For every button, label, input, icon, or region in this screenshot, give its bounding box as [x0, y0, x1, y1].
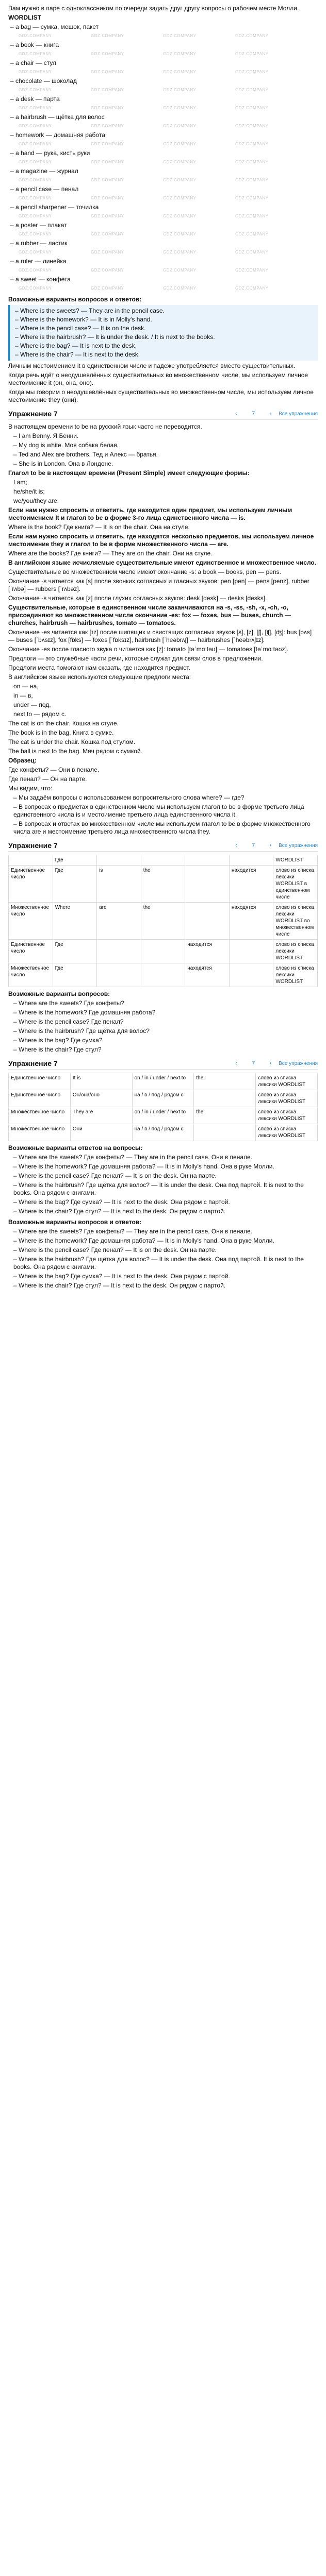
wordlist-item: – chocolate — шоколад [10, 77, 77, 84]
watermark: GDZ.COMPANY [163, 286, 197, 291]
wordlist-item: – homework — домашняя работа [10, 131, 105, 139]
answer-item: – Where is the chair? Где стул? — It is next to the desk. Он рядом с партой. [13, 1282, 226, 1289]
qa-line: – Where is the chair? — It is next to the desk. [15, 351, 140, 358]
tobe-forms [8, 479, 318, 505]
answers-title-2: Возможные варианты вопросов и ответов: [8, 1218, 142, 1226]
answer-item: – Where is the pencil case? Где пенал? — It is on the desk. Он на парте. [13, 1246, 217, 1253]
all-exercises-link[interactable]: Все упражнения [279, 411, 318, 417]
question-item: – Where are the sweets? Где конфеты? [13, 999, 125, 1007]
variants-title: Возможные варианты вопросов и ответов: [8, 296, 142, 303]
header-cell [229, 855, 273, 866]
table-cell [141, 940, 185, 963]
header-cell [97, 855, 141, 866]
table-cell: Множественное число [9, 903, 53, 940]
watermark: GDZ.COMPANY [163, 232, 197, 236]
answer-item: – Where are the sweets? Где конфеты? — They are in the pencil case. Они в пенале. [13, 1154, 253, 1161]
table-cell: Множественное число [9, 1124, 71, 1141]
watermark: GDZ.COMPANY [91, 88, 124, 92]
watermark: GDZ.COMPANY [19, 70, 52, 74]
watermark: GDZ.COMPANY [19, 142, 52, 146]
question-item: – Where is the bag? Где сумка? [13, 1037, 103, 1044]
o-pron: Окончание -es после гласного звука o читается как [z]: tomato [təˈmɑːtəʊ] — tomatoes [təˈmɑːtəʊz]. [8, 646, 289, 653]
example-item: – She is in London. Она в Лондоне. [13, 460, 113, 467]
table-cell: Единственное число [9, 940, 53, 963]
watermark: GDZ.COMPANY [163, 250, 197, 255]
qa-line: – Where is the bag? — It is next to the desk. [15, 342, 137, 349]
questions-table [8, 855, 318, 987]
watermark: GDZ.COMPANY [19, 232, 52, 236]
answers-list [8, 1154, 318, 1215]
table-row [9, 963, 318, 987]
word-list [8, 23, 318, 293]
watermark: GDZ.COMPANY [163, 214, 197, 218]
watermark: GDZ.COMPANY [91, 33, 124, 38]
prev-arrow-icon[interactable]: ‹ [235, 1060, 237, 1066]
next-arrow-icon[interactable]: › [269, 1060, 272, 1066]
wordlist-item: – a desk — парта [10, 95, 60, 103]
prep-item: on — на, [13, 683, 39, 690]
table-row [9, 1073, 318, 1090]
exercise-bar [8, 408, 318, 420]
s-rule: Существительные во множественном числе имеют окончание -s: a book — books, pen — pens. [8, 568, 281, 575]
wordlist-item: – a chair — стул [10, 59, 57, 66]
table-cell: Единственное число [9, 866, 53, 903]
qa-box [8, 305, 318, 361]
header-cell: Где [53, 855, 97, 866]
answer-item: – Where is the homework? Где домашняя работа? — It is in Molly's hand. Она в руке Молли. [13, 1237, 274, 1244]
exercise-nav [235, 842, 271, 849]
table-cell: слово из списка лексики WORDLIST в единственном числе [273, 866, 318, 903]
answer-item: – Where is the bag? Где сумка? — It is next to the desk. Она рядом с партой. [13, 1198, 230, 1206]
watermark: GDZ.COMPANY [163, 178, 197, 182]
prep-example: The cat is under the chair. Кошка под стулом. [8, 738, 136, 745]
table-cell [229, 963, 273, 987]
qa-line: – Where is the homework? — It is in Molly's hand. [15, 316, 152, 323]
watermark: GDZ.COMPANY [19, 33, 52, 38]
table-answers [8, 1073, 318, 1141]
table-row [9, 1124, 318, 1141]
exercise-nav [235, 1060, 271, 1066]
form-item: we/you/they are. [13, 497, 59, 504]
watermark: GDZ.COMPANY [19, 196, 52, 200]
table-cell [194, 1124, 256, 1141]
table-cell: слово из списка лексики WORDLIST [273, 963, 318, 987]
watermark: GDZ.COMPANY [19, 124, 52, 128]
watermark: GDZ.COMPANY [235, 268, 269, 273]
we-see-list [8, 794, 318, 836]
prep-item: in — в, [13, 692, 33, 699]
watermark: GDZ.COMPANY [91, 286, 124, 291]
watermark: GDZ.COMPANY [235, 33, 269, 38]
we-see-item: – В вопросах о предметах в единственном числе мы используем глагол to be в форме третьего лица единственного числа is и местоимение третьего лица единственного числа it. [13, 803, 304, 818]
watermark: GDZ.COMPANY [235, 250, 269, 255]
exercise-title: Упражнение 7 [8, 410, 58, 418]
watermark: GDZ.COMPANY [91, 70, 124, 74]
answers-title: Возможные варианты ответов на вопросы: [8, 1144, 143, 1151]
watermark: GDZ.COMPANY [91, 250, 124, 255]
watermark: GDZ.COMPANY [163, 88, 197, 92]
table-cell: the [194, 1073, 256, 1090]
answer-item: – Where is the hairbrush? Где щётка для волос? — It is under the desk. Она под партой. It is next to the books. Она рядом с книгами. [13, 1181, 304, 1196]
prep-list [8, 683, 318, 718]
table-cell: слово из списка лексики WORDLIST [256, 1124, 318, 1141]
wordlist-item: – a rubber — ластик [10, 240, 68, 247]
watermark: GDZ.COMPANY [163, 33, 197, 38]
watermark: GDZ.COMPANY [235, 142, 269, 146]
watermark: GDZ.COMPANY [19, 106, 52, 110]
watermark-row [8, 86, 318, 94]
prep-item: under — под, [13, 701, 51, 708]
table-row [9, 1107, 318, 1124]
prev-arrow-icon[interactable]: ‹ [235, 842, 237, 849]
prep-example: The book is in the bag. Книга в сумке. [8, 729, 114, 736]
table-cell: They are [70, 1107, 132, 1124]
watermark: GDZ.COMPANY [235, 232, 269, 236]
we-see-item: – В вопросах и ответах во множественном числе мы используем глагол to be в форме множественного числа are и местоимение третьего лица множественного числа they. [13, 820, 311, 835]
watermark: GDZ.COMPANY [163, 106, 197, 110]
notes [8, 362, 318, 404]
watermark: GDZ.COMPANY [235, 70, 269, 74]
tobe-forms-title: Глагол to be в настоящем времени (Present Simple) имеет следующие формы: [8, 469, 250, 477]
plural-example: Where are the books? Где книги? — They are on the chair. Они на стуле. [8, 550, 213, 557]
table-cell [141, 963, 185, 987]
table-cell: Они [70, 1124, 132, 1141]
table-cell: the [141, 866, 185, 903]
table-cell [185, 866, 230, 903]
sample-a: Где пенал? — Он на парте. [8, 775, 87, 783]
table-cell: Он/она/оно [70, 1090, 132, 1107]
all-exercises-link[interactable]: Все упражнения [279, 842, 318, 849]
watermark: GDZ.COMPANY [19, 214, 52, 218]
watermark-row [8, 32, 318, 40]
watermark: GDZ.COMPANY [19, 286, 52, 291]
table-cell: Единственное число [9, 1073, 71, 1090]
watermark: GDZ.COMPANY [91, 124, 124, 128]
watermark: GDZ.COMPANY [91, 214, 124, 218]
watermark: GDZ.COMPANY [91, 106, 124, 110]
answer-item: – Where is the chair? Где стул? — It is next to the desk. Он рядом с партой. [13, 1208, 226, 1215]
table-cell: находятся [229, 903, 273, 940]
answers-list-2 [8, 1228, 318, 1290]
exercise-number: 7 [252, 1060, 255, 1066]
watermark: GDZ.COMPANY [91, 160, 124, 164]
watermark: GDZ.COMPANY [163, 142, 197, 146]
answers-table [8, 1073, 318, 1141]
watermark: GDZ.COMPANY [163, 70, 197, 74]
watermark-row [8, 68, 318, 76]
table-cell: находится [185, 940, 230, 963]
table-cell: Множественное число [9, 1107, 71, 1124]
exercise-title: Упражнение 7 [8, 841, 58, 850]
watermark: GDZ.COMPANY [19, 250, 52, 255]
wordlist-item: – a hairbrush — щётка для волос [10, 113, 105, 121]
prep-item: next to — рядом с. [13, 710, 67, 718]
table-cell: Множественное число [9, 963, 53, 987]
table-cell: на / в / под / рядом с [132, 1090, 194, 1107]
table-questions [8, 855, 318, 987]
question-list [8, 999, 318, 1054]
es-rule: Существительные, которые в единственном числе заканчиваются на -s, -ss, -sh, -x, -ch, -o, присоединяют во множественном числе окончание -es: fox — foxes, bus — buses, church — churches, hairbrush — hairbrushes, tomato — tomatoes. [8, 604, 291, 626]
exercise-title: Упражнение 7 [8, 1059, 58, 1067]
answer-item: – Where is the homework? Где домашняя работа? — It is in Molly's hand. Она в руке Молли. [13, 1163, 274, 1170]
watermark-row [8, 266, 318, 275]
sample-label: Образец: [8, 757, 37, 764]
table-cell: Единственное число [9, 1090, 71, 1107]
pron-s: Окончание -s читается как [s] после звонких согласных и гласных звуков: pen [pen] — pens [penz], rubber [ˈrʌbə] — rubbers [ˈrʌbəz]. [8, 578, 309, 592]
watermark: GDZ.COMPANY [19, 160, 52, 164]
prev-arrow-icon[interactable]: ‹ [235, 411, 237, 417]
table-cell [97, 940, 141, 963]
question-item: – Where is the hairbrush? Где щётка для волос? [13, 1027, 150, 1035]
form-item: he/she/it is; [13, 488, 45, 495]
watermark: GDZ.COMPANY [235, 196, 269, 200]
watermark: GDZ.COMPANY [163, 160, 197, 164]
table-cell: находится [229, 866, 273, 903]
singular-example: Where is the book? Где книга? — It is on the chair. Она на стуле. [8, 523, 190, 531]
we-see-item: – Мы задаём вопросы с использованием вопросительного слова where? — где? [13, 794, 244, 801]
watermark-row [8, 176, 318, 184]
watermark: GDZ.COMPANY [19, 268, 52, 273]
watermark: GDZ.COMPANY [235, 88, 269, 92]
watermark: GDZ.COMPANY [235, 178, 269, 182]
es-pron: Окончание -es читается как [ɪz] после шипящих и свистящих согласных звуков [s], [z], [ʃ], [ʧ], [ʤ]: bus [bʌs] — buses [ˈbʌsɪz], fox [fɒks] — foxes [ˈfɒksɪz], hairbrush [ˈheəbrʌʃ] — hairbrushes [ˈheəbrʌʃɪz]. [8, 629, 312, 643]
table-cell: слово из списка лексики WORDLIST [256, 1107, 318, 1124]
table-cell: Где [53, 940, 97, 963]
we-see: Мы видим, что: [8, 785, 53, 792]
answer-item: – Where are the sweets? Где конфеты? — They are in the pencil case. Они в пенале. [13, 1228, 253, 1235]
watermark: GDZ.COMPANY [235, 124, 269, 128]
note: Когда речь идёт о неодушевлённых существительных во множественном числе, мы используем личное местоимение it (он, она, оно). [8, 371, 308, 386]
table-cell [97, 963, 141, 987]
table-cell: находятся [185, 963, 230, 987]
table-cell: It is [70, 1073, 132, 1090]
table-row [9, 940, 318, 963]
table-row [9, 866, 318, 903]
watermark-row [8, 122, 318, 130]
wordlist-item: – a pencil case — пенал [10, 185, 79, 193]
watermark-row [8, 104, 318, 112]
note: Когда мы говорим о неодушевлённых существительных во множественном числе, мы используем личное местоимение they (они). [8, 388, 314, 403]
exercise-number: 7 [252, 411, 255, 417]
header-cell [9, 855, 53, 866]
question-item: – Where is the chair? Где стул? [13, 1046, 102, 1053]
wordlist-label: WORDLIST [8, 14, 41, 21]
header-cell [141, 855, 185, 866]
header-cell: WORDLIST [273, 855, 318, 866]
watermark: GDZ.COMPANY [163, 124, 197, 128]
table-cell: Где [53, 866, 97, 903]
table-cell: the [194, 1107, 256, 1124]
wordlist-item: – a pencil sharpener — точилка [10, 204, 99, 211]
watermark: GDZ.COMPANY [91, 142, 124, 146]
wordlist-item: – a poster — плакат [10, 222, 67, 229]
next-arrow-icon[interactable]: › [269, 411, 272, 417]
table-cell: on / in / under / next to [132, 1073, 194, 1090]
prep-place: Предлоги места помогают нам сказать, где находится предмет. [8, 664, 190, 671]
table-cell: Where [53, 903, 97, 940]
wordlist-item: – a sweet — конфета [10, 276, 71, 283]
watermark-row [8, 194, 318, 202]
exercise-bar-3 [8, 1058, 318, 1070]
table-cell: слово из списка лексики WORDLIST [273, 940, 318, 963]
watermark-row [8, 230, 318, 239]
exercise-bar-2 [8, 840, 318, 852]
pron-z: Окончание -s читается как [z] после глухих согласных звуков: desk [desk] — desks [desks]. [8, 595, 267, 602]
sample-q: Где конфеты? — Они в пенале. [8, 766, 100, 773]
tobe-intro: В настоящем времени to be на русский язык часто не переводится. [8, 423, 202, 430]
example-item: – I am Benny. Я Бенни. [13, 432, 79, 439]
table-cell [185, 903, 230, 940]
form-item: I am; [13, 479, 27, 486]
prep-examples [8, 720, 318, 755]
prep-def: Предлоги — это служебные части речи, которые служат для связи слов в предложении. [8, 655, 263, 662]
qa-line: – Where is the sweets? — They are in the pencil case. [15, 307, 165, 314]
watermark-row [8, 158, 318, 166]
table-cell: on / in / under / next to [132, 1107, 194, 1124]
answer-item: – Where is the bag? Где сумка? — It is next to the desk. Она рядом с партой. [13, 1273, 230, 1280]
wordlist-item: – a magazine — журнал [10, 167, 78, 175]
prep-example: The ball is next to the bag. Мяч рядом с сумкой. [8, 748, 143, 755]
watermark: GDZ.COMPANY [91, 232, 124, 236]
watermark: GDZ.COMPANY [235, 52, 269, 56]
wordlist-item: – a book — книга [10, 41, 59, 48]
wordlist-item: – a bag — сумка, мешок, пакет [10, 23, 99, 30]
watermark: GDZ.COMPANY [163, 268, 197, 273]
answer-item: – Where is the pencil case? Где пенал? — It is on the desk. Он на парте. [13, 1172, 217, 1179]
table-cell: the [141, 903, 185, 940]
watermark-row [8, 248, 318, 257]
question-item: – Where is the pencil case? Где пенал? [13, 1018, 124, 1025]
wordlist-item: – a ruler — линейка [10, 258, 67, 265]
table-header [9, 855, 318, 866]
note: Личным местоимением it в единственном числе и падеже употребляется вместо существительных. [8, 362, 296, 369]
watermark: GDZ.COMPANY [91, 196, 124, 200]
table-cell: слово из списка лексики WORDLIST [256, 1073, 318, 1090]
example-item: – My dog is white. Моя собака белая. [13, 442, 119, 449]
watermark: GDZ.COMPANY [91, 178, 124, 182]
watermark: GDZ.COMPANY [19, 52, 52, 56]
table-cell [194, 1090, 256, 1107]
watermark: GDZ.COMPANY [91, 268, 124, 273]
watermark-row [8, 50, 318, 58]
tobe-examples [8, 432, 318, 468]
watermark: GDZ.COMPANY [163, 52, 197, 56]
table-cell: слово из списка лексики WORDLIST [256, 1090, 318, 1107]
nouns-rule: В английском языке исчисляемые существительные имеют единственное и множественное число. [8, 559, 317, 566]
watermark-row [8, 284, 318, 293]
variants-title-2: Возможные варианты вопросов: [8, 990, 110, 997]
answer-item: – Where is the hairbrush? Где щётка для волос? — It is under the desk. Она под партой. It is next to the books. Она рядом с книгами. [13, 1256, 304, 1270]
qa-line: – Where is the hairbrush? — It is under the desk. / It is next to the books. [15, 333, 215, 341]
watermark: GDZ.COMPANY [19, 178, 52, 182]
watermark: GDZ.COMPANY [235, 286, 269, 291]
table-cell: слово из списка лексики WORDLIST во множественном числе [273, 903, 318, 940]
watermark: GDZ.COMPANY [235, 106, 269, 110]
next-arrow-icon[interactable]: › [269, 842, 272, 849]
all-exercises-link[interactable]: Все упражнения [279, 1060, 318, 1066]
wordlist-item: – a hand — рука, кисть руки [10, 149, 90, 157]
watermark: GDZ.COMPANY [19, 88, 52, 92]
watermark: GDZ.COMPANY [163, 196, 197, 200]
table-cell: Где [53, 963, 97, 987]
singular-rule: Если нам нужно спросить и ответить, где находится один предмет, мы используем личным местоимением It и глагол to be в форме 3-го лица единственного числа — is. [8, 506, 292, 521]
table-row [9, 1090, 318, 1107]
plural-rule: Если нам нужно спросить и ответить, где находятся несколько предметов, мы используем личное местоимение they и глагол to be в форме множественного числа — are. [8, 533, 314, 548]
table-cell [229, 940, 273, 963]
watermark-row [8, 140, 318, 148]
example-item: – Ted and Alex are brothers. Тед и Алекс — братья. [13, 451, 158, 458]
question-item: – Where is the homework? Где домашняя работа? [13, 1009, 156, 1016]
intro-text: Вам нужно в паре с одноклассником по очереди задать друг другу вопросы о рабочем месте Молли. [8, 5, 299, 12]
watermark: GDZ.COMPANY [235, 160, 269, 164]
qa-line: – Where is the pencil case? — It is on the desk. [15, 325, 146, 332]
exercise-nav [235, 411, 271, 417]
table-cell: is [97, 866, 141, 903]
watermark: GDZ.COMPANY [235, 214, 269, 218]
prep-list-title: В английском языке используются следующие предлоги места: [8, 673, 191, 681]
watermark-row [8, 212, 318, 221]
watermark: GDZ.COMPANY [91, 52, 124, 56]
prep-example: The cat is on the chair. Кошка на стуле. [8, 720, 119, 727]
table-cell: are [97, 903, 141, 940]
table-cell: на / в / под / рядом с [132, 1124, 194, 1141]
header-cell [185, 855, 230, 866]
table-row [9, 903, 318, 940]
exercise-number: 7 [252, 842, 255, 849]
